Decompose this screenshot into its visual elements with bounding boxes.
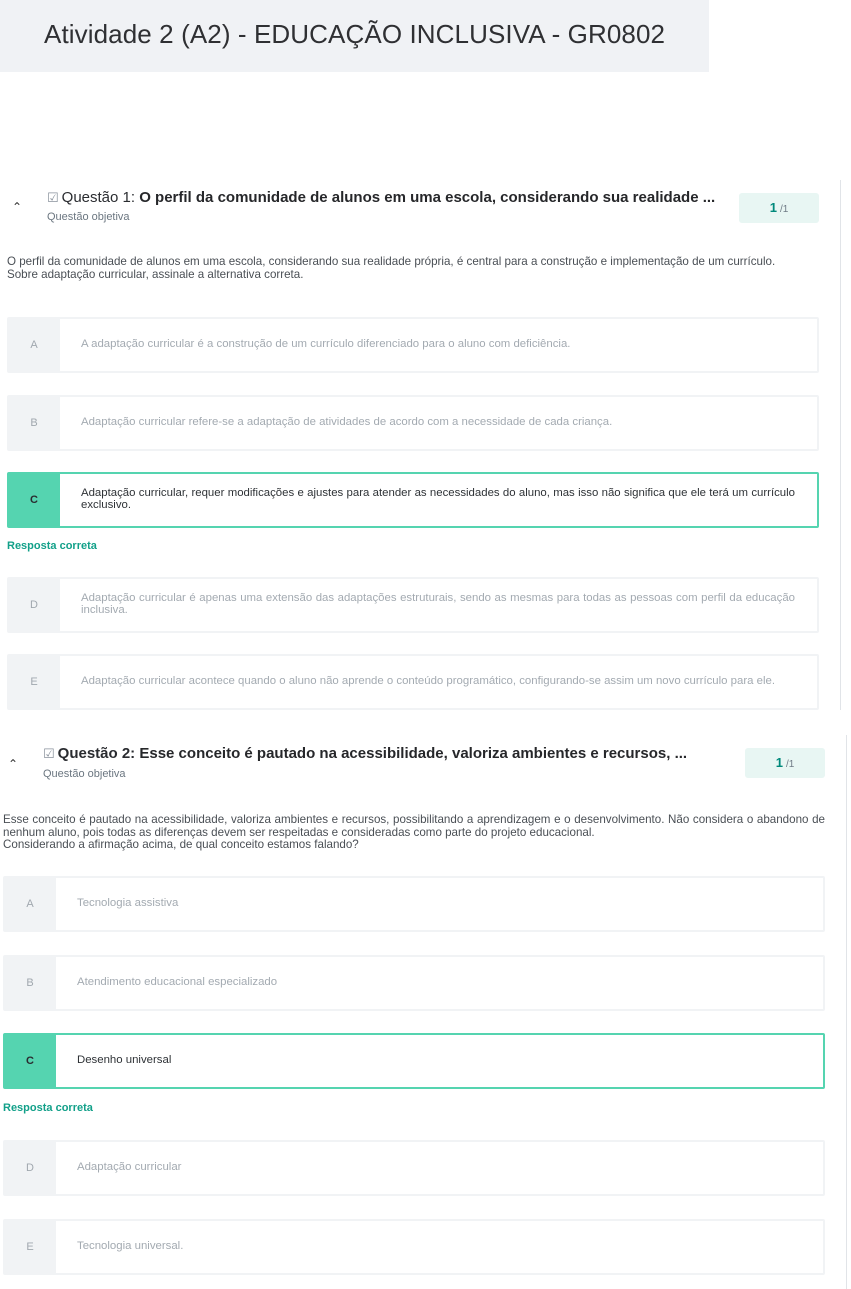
option-letter: C bbox=[30, 494, 38, 506]
option-c-correct[interactable] bbox=[7, 472, 819, 528]
question-title: Esse conceito é pautado na acessibilidade, valoriza ambientes e recursos, ... bbox=[139, 745, 688, 762]
option-text: Atendimento educacional especializado bbox=[56, 957, 823, 1009]
stem-paragraph: Esse conceito é pautado na acessibilidade, valoriza ambientes e recursos, possibilitando a aprendizagem e o desenvolvimento. Não considera o abandono de nenhum aluno, pois todas as diferenças devem ser respeitadas e consideradas como parte do projeto educacional. bbox=[3, 813, 825, 839]
divider bbox=[846, 735, 847, 1289]
correct-answer-label: Resposta correta bbox=[7, 540, 97, 552]
option-letter: E bbox=[26, 1241, 34, 1253]
score-max: /1 bbox=[785, 759, 795, 770]
option-letter: E bbox=[30, 676, 38, 688]
question-number: Questão 2: bbox=[57, 745, 136, 762]
question-number: Questão 1: bbox=[61, 189, 136, 206]
option-e[interactable] bbox=[7, 654, 819, 710]
question-stem bbox=[7, 256, 818, 281]
page-title: Atividade 2 (A2) - EDUCAÇÃO INCLUSIVA - GR0802 bbox=[44, 19, 666, 49]
score-badge bbox=[739, 193, 819, 223]
option-letter: C bbox=[26, 1055, 34, 1067]
option-text: Adaptação curricular bbox=[56, 1142, 823, 1194]
checkbox-check-icon: ☑ bbox=[47, 190, 59, 205]
option-letter: B bbox=[26, 977, 34, 989]
option-text: Adaptação curricular refere-se a adaptação de atividades de acordo com a necessidade de cada criança. bbox=[60, 397, 817, 449]
option-text: Adaptação curricular é apenas uma extensão das adaptações estruturais, sendo as mesmas para todas as pessoas com perfil da educação inclusiva. bbox=[60, 579, 817, 631]
question-header bbox=[47, 189, 715, 206]
score-value: 1 bbox=[769, 200, 777, 215]
option-d[interactable] bbox=[7, 577, 819, 633]
question-title: O perfil da comunidade de alunos em uma escola, considerando sua realidade ... bbox=[139, 189, 716, 206]
option-text: A adaptação curricular é a construção de um currículo diferenciado para o aluno com deficiência. bbox=[60, 319, 817, 371]
question-stem bbox=[3, 814, 825, 852]
option-c-correct[interactable] bbox=[3, 1033, 825, 1089]
option-text: Tecnologia assistiva bbox=[56, 878, 823, 930]
stem-paragraph: Sobre adaptação curricular, assinale a alternativa correta. bbox=[7, 267, 304, 281]
title-bar bbox=[0, 0, 709, 72]
question-header bbox=[43, 745, 687, 762]
stem-paragraph: Considerando a afirmação acima, de qual conceito estamos falando? bbox=[3, 838, 359, 852]
collapse-chevron-icon[interactable]: ⌃ bbox=[12, 200, 23, 214]
option-text: Adaptação curricular acontece quando o aluno não aprende o conteúdo programático, configurando-se assim um novo currículo para ele. bbox=[60, 656, 817, 708]
score-value: 1 bbox=[775, 755, 783, 770]
option-b[interactable] bbox=[3, 955, 825, 1011]
option-letter: D bbox=[26, 1162, 34, 1174]
score-badge bbox=[745, 748, 825, 778]
stem-paragraph: O perfil da comunidade de alunos em uma escola, considerando sua realidade própria, é central para a construção e implementação de um currículo. bbox=[7, 255, 776, 268]
option-letter: B bbox=[30, 417, 38, 429]
question-type: Questão objetiva bbox=[43, 768, 126, 780]
option-text: Adaptação curricular, requer modificações e ajustes para atender as necessidades do aluno, mas isso não significa que ele terá um currículo exclusivo. bbox=[60, 474, 817, 526]
option-a[interactable] bbox=[7, 317, 819, 373]
correct-answer-label: Resposta correta bbox=[3, 1102, 93, 1114]
option-letter: A bbox=[30, 339, 38, 351]
option-e[interactable] bbox=[3, 1219, 825, 1275]
question-type: Questão objetiva bbox=[47, 211, 130, 223]
option-letter: D bbox=[30, 599, 38, 611]
option-text: Tecnologia universal. bbox=[56, 1221, 823, 1273]
option-d[interactable] bbox=[3, 1140, 825, 1196]
score-max: /1 bbox=[779, 204, 789, 215]
divider bbox=[840, 180, 841, 710]
checkbox-check-icon: ☑ bbox=[43, 746, 55, 761]
collapse-chevron-icon[interactable]: ⌃ bbox=[8, 757, 19, 771]
option-b[interactable] bbox=[7, 395, 819, 451]
option-a[interactable] bbox=[3, 876, 825, 932]
option-text: Desenho universal bbox=[56, 1035, 823, 1087]
option-letter: A bbox=[26, 898, 34, 910]
